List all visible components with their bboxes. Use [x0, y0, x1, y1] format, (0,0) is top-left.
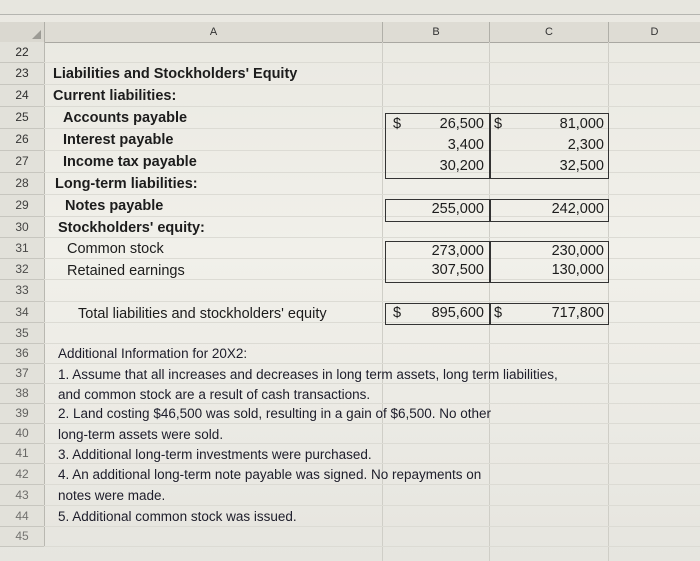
interest-payable-c[interactable]: 2,300	[567, 137, 604, 153]
notes-payable-b[interactable]: 255,000	[431, 201, 484, 217]
row-header[interactable]: 31	[0, 238, 45, 259]
total-c[interactable]: 717,800	[551, 305, 604, 321]
info-line[interactable]: and common stock are a result of cash transactions.	[58, 387, 371, 402]
row-header[interactable]: 35	[0, 323, 45, 344]
retained-earnings-c[interactable]: 130,000	[551, 262, 604, 278]
total-label[interactable]: Total liabilities and stockholders' equity	[78, 306, 327, 322]
info-line[interactable]: long-term assets were sold.	[58, 427, 224, 442]
long-term-liabilities-label[interactable]: Long-term liabilities:	[55, 176, 198, 192]
row-header[interactable]: 40	[0, 424, 45, 444]
interest-payable-b[interactable]: 3,400	[447, 137, 484, 153]
accounts-payable-label[interactable]: Accounts payable	[63, 110, 188, 126]
currency-symbol: $	[494, 116, 503, 132]
gridline	[44, 463, 700, 464]
current-liabilities-label[interactable]: Current liabilities:	[53, 88, 177, 104]
info-line[interactable]: 2. Land costing $46,500 was sold, resulting in a gain of $6,500. No other	[58, 406, 492, 421]
row-header[interactable]: 24	[0, 85, 45, 107]
column-header-a[interactable]: A	[45, 22, 383, 43]
gridline	[44, 194, 700, 195]
row-header[interactable]: 36	[0, 344, 45, 364]
row-header[interactable]: 30	[0, 217, 45, 238]
select-all-corner[interactable]	[0, 22, 45, 43]
row-header[interactable]: 34	[0, 302, 45, 323]
accounts-payable-b[interactable]: 26,500	[439, 116, 484, 132]
row-header[interactable]: 43	[0, 485, 45, 506]
gridline	[44, 383, 700, 384]
row-header[interactable]: 38	[0, 384, 45, 404]
row-header[interactable]: 41	[0, 444, 45, 464]
row-header[interactable]: 29	[0, 195, 45, 217]
income-tax-payable-c[interactable]: 32,500	[559, 158, 604, 174]
row-header[interactable]: 22	[0, 42, 45, 63]
toolbar-edge	[0, 0, 700, 15]
row-header[interactable]: 39	[0, 404, 45, 424]
common-stock-label[interactable]: Common stock	[67, 241, 164, 257]
row-header[interactable]: 26	[0, 129, 45, 151]
stockholders-equity-label[interactable]: Stockholders' equity:	[58, 220, 205, 236]
row-header[interactable]: 28	[0, 173, 45, 195]
column-header-d[interactable]: D	[609, 22, 700, 43]
info-line[interactable]: 4. An additional long-term note payable was signed. No repayments on	[58, 467, 482, 482]
info-line[interactable]: 1. Assume that all increases and decreases in long term assets, long term liabilities,	[58, 367, 558, 382]
common-stock-b[interactable]: 273,000	[431, 243, 484, 259]
gridline	[44, 484, 700, 485]
row-header[interactable]: 25	[0, 107, 45, 129]
row-header[interactable]: 33	[0, 280, 45, 302]
row-header[interactable]: 37	[0, 364, 45, 384]
info-line[interactable]: 3. Additional long-term investments were purchased.	[58, 447, 372, 462]
currency-symbol: $	[393, 116, 402, 132]
common-stock-c[interactable]: 230,000	[551, 243, 604, 259]
row-header[interactable]: 32	[0, 259, 45, 280]
notes-payable-c[interactable]: 242,000	[551, 201, 604, 217]
gridline	[44, 363, 700, 364]
gridline	[44, 301, 700, 302]
total-b[interactable]: 895,600	[431, 305, 484, 321]
interest-payable-label[interactable]: Interest payable	[63, 132, 174, 148]
gridline	[44, 443, 700, 444]
accounts-payable-c[interactable]: 81,000	[559, 116, 604, 132]
gridline	[44, 62, 700, 63]
gridline	[44, 343, 700, 344]
income-tax-payable-label[interactable]: Income tax payable	[63, 154, 197, 170]
info-line[interactable]: 5. Additional common stock was issued.	[58, 509, 297, 524]
row-header[interactable]: 27	[0, 151, 45, 173]
row-header[interactable]: 45	[0, 527, 45, 547]
gridline	[44, 84, 700, 85]
row-header[interactable]: 23	[0, 63, 45, 85]
gridline	[44, 403, 700, 404]
income-tax-payable-b[interactable]: 30,200	[439, 158, 484, 174]
retained-earnings-b[interactable]: 307,500	[431, 262, 484, 278]
currency-symbol: $	[494, 305, 503, 321]
row-header[interactable]: 42	[0, 464, 45, 485]
column-header-b[interactable]: B	[383, 22, 490, 43]
gridline	[44, 106, 700, 107]
gridline	[44, 237, 700, 238]
info-line[interactable]: notes were made.	[58, 488, 166, 503]
gridline	[44, 526, 700, 527]
currency-symbol: $	[393, 305, 402, 321]
gridline	[44, 505, 700, 506]
gridline	[44, 546, 700, 547]
column-header-c[interactable]: C	[490, 22, 609, 43]
gridline	[44, 423, 700, 424]
section-title[interactable]: Liabilities and Stockholders' Equity	[53, 66, 298, 82]
additional-info-heading[interactable]: Additional Information for 20X2:	[58, 346, 248, 361]
retained-earnings-label[interactable]: Retained earnings	[67, 263, 185, 279]
row-header[interactable]: 44	[0, 506, 45, 527]
notes-payable-label[interactable]: Notes payable	[65, 198, 164, 214]
